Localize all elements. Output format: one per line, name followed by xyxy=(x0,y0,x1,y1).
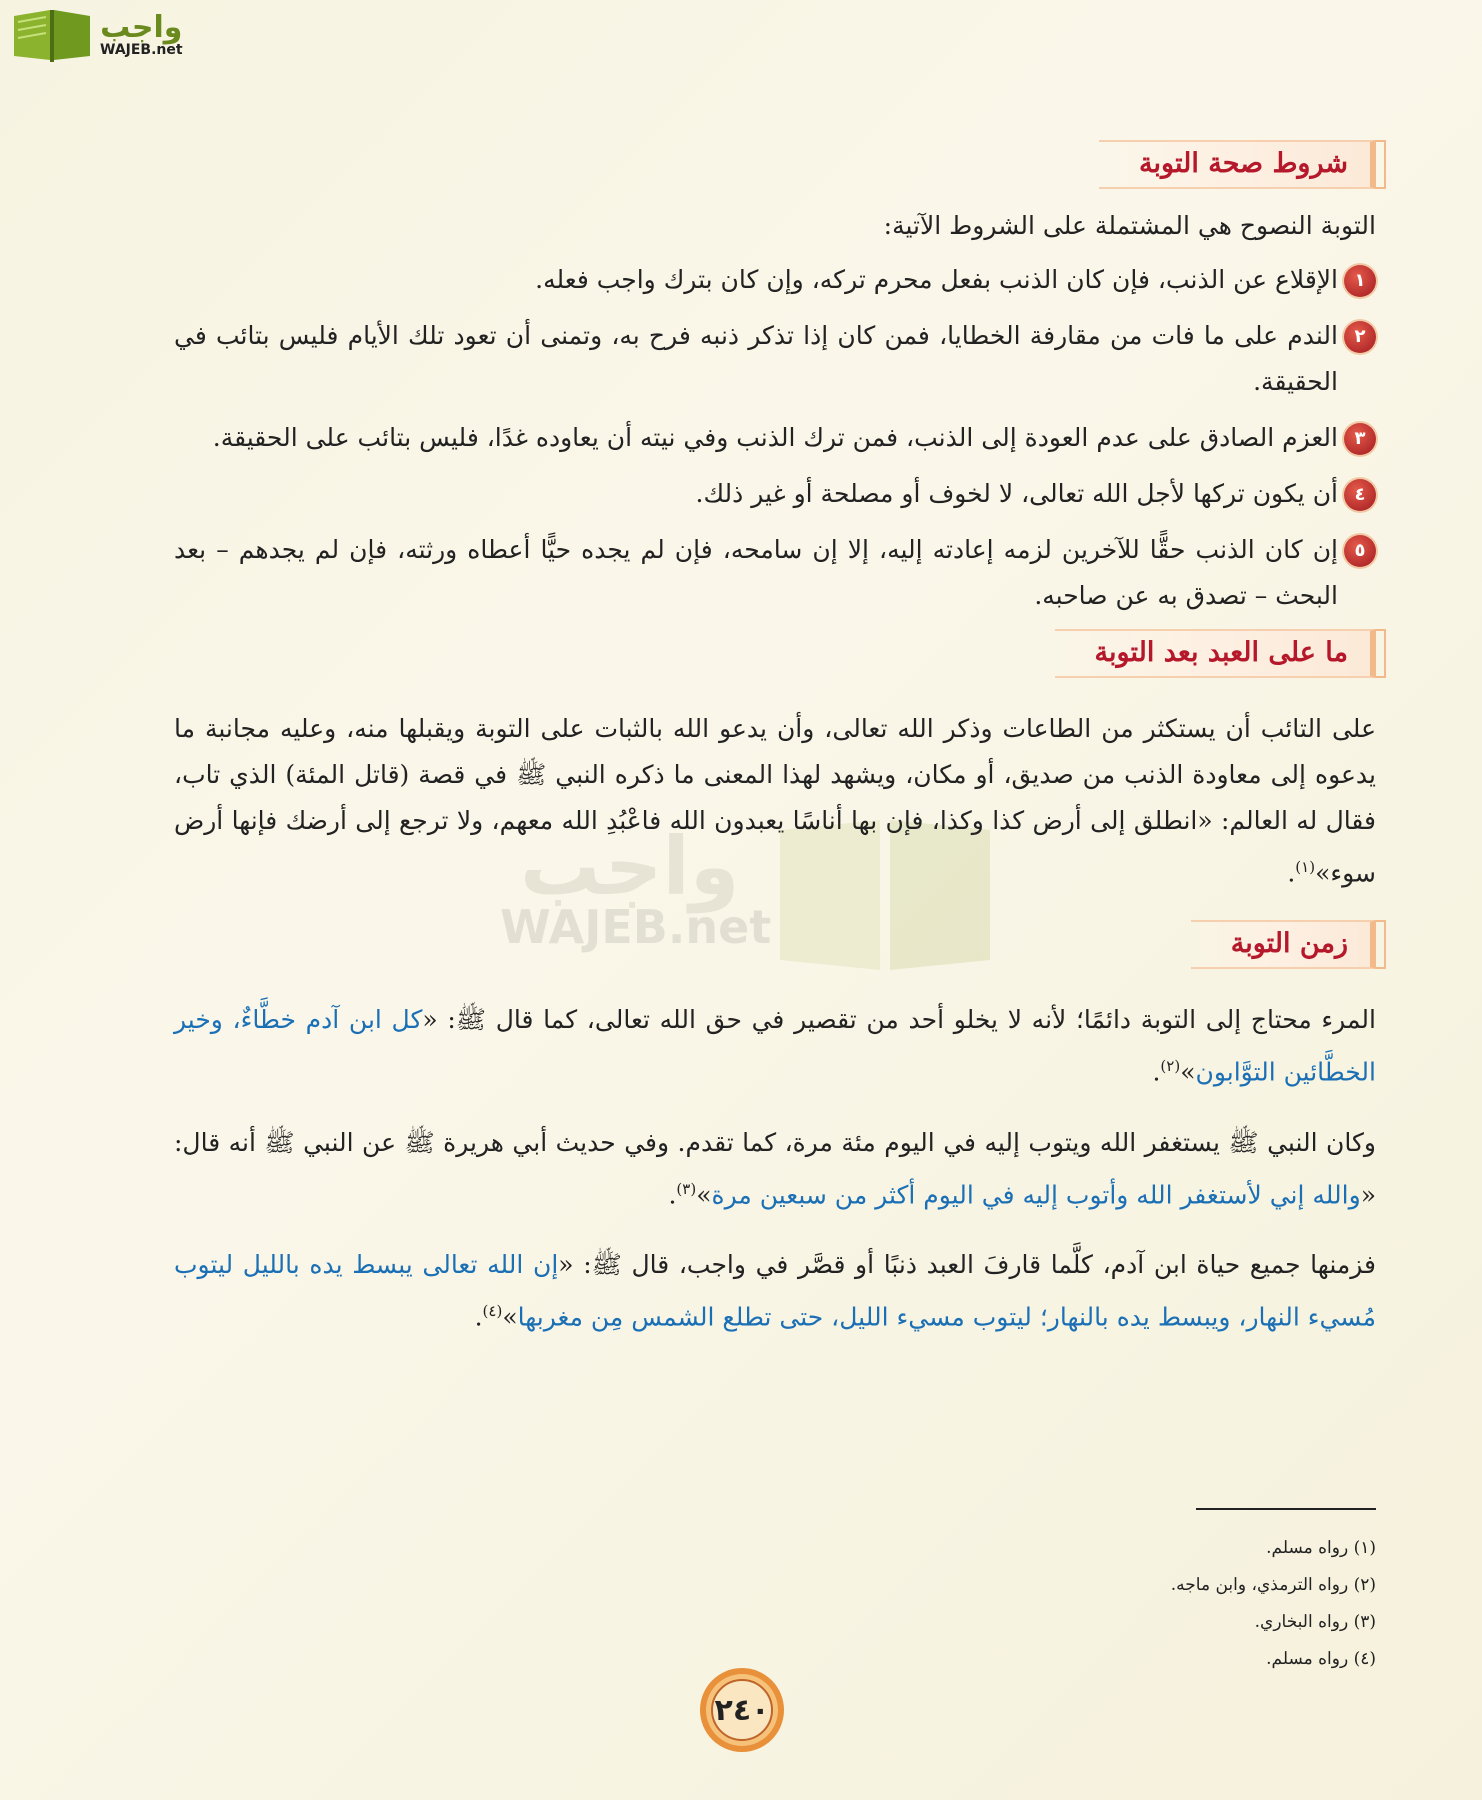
section-heading: شروط صحة التوبة xyxy=(1099,140,1376,189)
condition-text: إن كان الذنب حقًّا للآخرين لزمه إعادته إليه، إلا إن سامحه، فإن لم يجده حيًّا أعطاه ورثته، فإن لم يجدهم – بعد البحث – تصدق به عن صاحبه. xyxy=(174,535,1338,610)
number-badge: ١ xyxy=(1344,265,1376,297)
number-badge: ٢ xyxy=(1344,321,1376,353)
footnote: (٤) رواه مسلم. xyxy=(1266,1649,1376,1669)
condition-text: الإقلاع عن الذنب، فإن كان الذنب بفعل محرم تركه، وإن كان بترك واجب فعله. xyxy=(535,265,1338,294)
watermark-arabic: واجب xyxy=(520,820,740,913)
condition-item xyxy=(174,313,1376,405)
number-badge: ٥ xyxy=(1344,535,1376,567)
condition-item xyxy=(174,471,1376,517)
footnote-ref[interactable]: (٣) xyxy=(676,1179,697,1198)
condition-text: العزم الصادق على عدم العودة إلى الذنب، فمن ترك الذنب وفي نيته أن يعاوده غدًا، فليس بتائب على الحقيقة. xyxy=(212,423,1338,452)
after-paragraph: على التائب أن يستكثر من الطاعات وذكر الله تعالى، وأن يدعو الله بالثبات على التوبة ويقبلها منه، وعليه مجانبة ما يدعوه إلى معاودة الذنب من صديق، أو مكان، ويشهد لهذا المعنى ما ذكره النبي ﷺ في قصة (قاتل المئة) الذي تاب، فقال له العالم: «انطلق إلى أرض كذا وكذا، فإن بها أناسًا يعبدون الله فاعْبُدِ الله معهم، ولا ترجع إلى أرضك فإنها أرض سوء»$^{(١)}$. xyxy=(174,714,1376,888)
logo-arabic-text: واجب xyxy=(100,10,183,45)
footnote: (١) رواه مسلم. xyxy=(1266,1538,1376,1558)
footnote-ref[interactable]: (١) xyxy=(1295,858,1316,876)
section-after xyxy=(174,629,1376,678)
time-paragraph-2: وكان النبي ﷺ يستغفر الله ويتوب إليه في اليوم مئة مرة، كما تقدم. وفي حديث أبي هريرة ﷺ عن النبي ﷺ أنه قال: «والله إني لأستغفر الله وأتوب إليه في اليوم أكثر من سبعين مرة»$^{(٣)}$. xyxy=(174,1127,1376,1209)
conditions-intro: التوبة النصوح هي المشتملة على الشروط الآتية: xyxy=(883,211,1376,240)
logo-latin-text: WAJEB.net xyxy=(100,42,183,58)
condition-item xyxy=(174,415,1376,461)
hadith-quote: إن الله تعالى يبسط يده بالليل ليتوب مُسيء النهار، ويبسط يده بالنهار؛ ليتوب مسيء الليل، حتى تطلع الشمس مِن مغربها xyxy=(174,1249,1376,1332)
time-paragraph-3: فزمنها جميع حياة ابن آدم، كلَّما قارفَ العبد ذنبًا أو قصَّر في واجب، قال ﷺ: «إن الله تعالى يبسط يده بالليل ليتوب مُسيء النهار، ويبسط يده بالنهار؛ ليتوب مسيء الليل، حتى تطلع الشمس مِن مغربها»$^{(٤)}$. xyxy=(174,1249,1376,1332)
footnote: (٣) رواه البخاري. xyxy=(1254,1612,1376,1632)
section-conditions xyxy=(174,140,1376,189)
number-badge: ٤ xyxy=(1344,479,1376,511)
hadith-quote: والله إني لأستغفر الله وأتوب إليه في اليوم أكثر من سبعين مرة xyxy=(711,1179,1361,1209)
footnote-ref[interactable]: (٤) xyxy=(482,1301,503,1320)
section-heading: زمن التوبة xyxy=(1191,920,1376,969)
section-time xyxy=(174,920,1376,969)
section-heading: ما على العبد بعد التوبة xyxy=(1055,629,1376,678)
footnote-ref[interactable]: (٢) xyxy=(1160,1057,1181,1076)
footnote-divider xyxy=(1196,1508,1376,1510)
page-number: ٢٤٠ xyxy=(714,1692,770,1728)
condition-text: أن يكون تركها لأجل الله تعالى، لا لخوف أو مصلحة أو غير ذلك. xyxy=(695,479,1338,508)
condition-item xyxy=(174,257,1376,303)
site-logo[interactable] xyxy=(10,6,183,64)
page-number-badge xyxy=(697,1665,787,1755)
hadith-quote: كل ابن آدم خطَّاءٌ، وخير الخطَّائين التوَّابون xyxy=(174,1005,1376,1087)
number-badge: ٣ xyxy=(1344,423,1376,455)
condition-item xyxy=(174,527,1376,619)
watermark-latin: WAJEB.net xyxy=(500,900,772,954)
book-icon xyxy=(10,6,94,64)
time-paragraph-1: المرء محتاج إلى التوبة دائمًا؛ لأنه لا يخلو أحد من تقصير في حق الله تعالى، كما قال ﷺ: «كل ابن آدم خطَّاءٌ، وخير الخطَّائين التوَّابون»$^{(٢)}$. xyxy=(174,1005,1376,1087)
footnotes xyxy=(1171,1530,1376,1678)
footnote: (٢) رواه الترمذي، وابن ماجه. xyxy=(1170,1575,1376,1595)
condition-text: الندم على ما فات من مقارفة الخطايا، فمن كان إذا تذكر ذنبه فرح به، وتمنى أن تعود تلك الأيام فليس بتائب في الحقيقة. xyxy=(174,321,1338,396)
after-text: على التائب أن يستكثر من الطاعات وذكر الله تعالى، وأن يدعو الله بالثبات على التوبة ويقبلها منه، وعليه مجانبة ما يدعوه إلى معاودة الذنب من صديق، أو مكان، ويشهد لهذا المعنى ما ذكره النبي ﷺ في قصة (قاتل المئة) الذي تاب، فقال له العالم: «انطلق إلى أرض كذا وكذا، فإن بها أناسًا يعبدون الله فاعْبُدِ الله معهم، ولا ترجع إلى أرضك فإنها أرض سوء» xyxy=(174,714,1376,888)
page-content xyxy=(174,140,1376,1350)
